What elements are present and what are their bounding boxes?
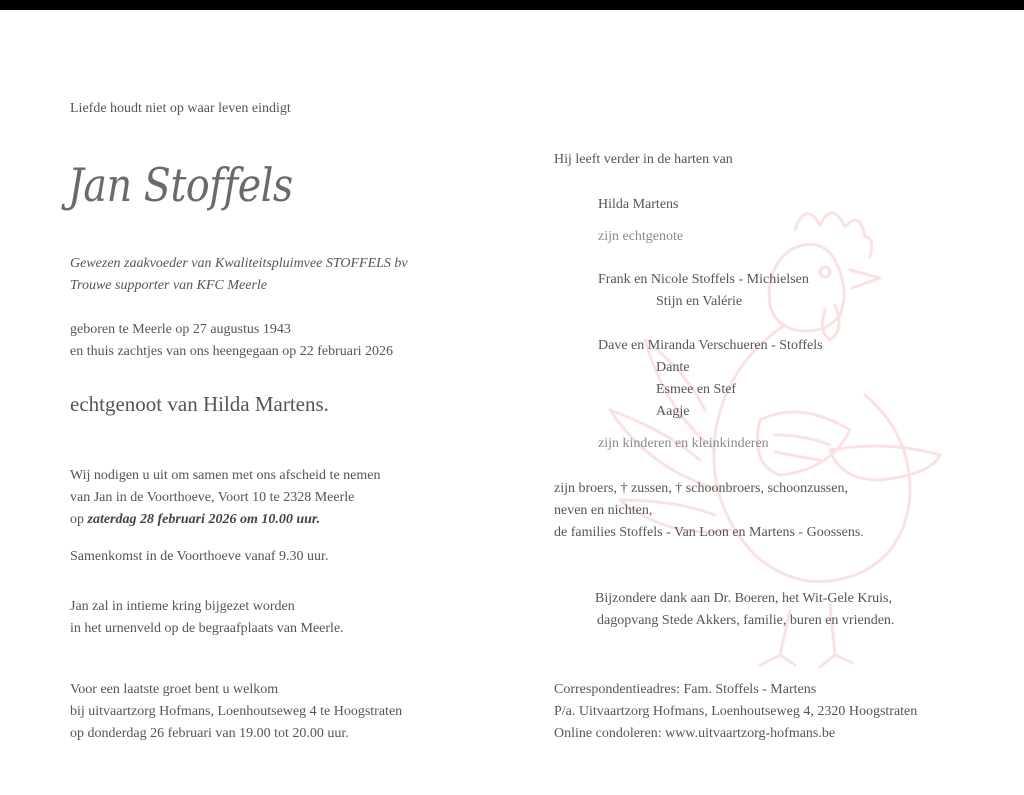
invitation-line-2: van Jan in de Voorthoeve, Voort 10 te 2328 Meerle <box>70 490 355 505</box>
role-2: Trouwe supporter van KFC Meerle <box>70 278 268 293</box>
survivors-intro: Hij leeft verder in de harten van <box>554 152 733 167</box>
deceased-name: Jan Stoffels <box>68 158 293 212</box>
correspondence-line-1: Correspondentieadres: Fam. Stoffels - Martens <box>554 682 817 697</box>
relatives-line-3: de families Stoffels - Van Loon en Martens - Goossens. <box>554 525 864 540</box>
ceremony-date: zaterdag 28 februari 2026 om 10.00 uur. <box>87 512 321 527</box>
birth-line: geboren te Meerle op 27 augustus 1943 <box>70 322 291 337</box>
invitation-prefix: op <box>70 512 84 527</box>
gathering-line: Samenkomst in de Voorthoeve vanaf 9.30 uur. <box>70 549 329 564</box>
visitation-line-3: op donderdag 26 februari van 19.00 tot 20.00 uur. <box>70 726 349 741</box>
role-1: Gewezen zaakvoeder van Kwaliteitspluimvee STOFFELS bv <box>70 256 408 271</box>
motto: Liefde houdt niet op waar leven eindigt <box>70 101 291 116</box>
death-line: en thuis zachtjes van ons heengegaan op 22 februari 2026 <box>70 344 394 359</box>
visitation-line-2: bij uitvaartzorg Hofmans, Loenhoutseweg 4 te Hoogstraten <box>70 704 403 719</box>
burial-line-2: in het urnenveld op de begraafplaats van Meerle. <box>70 621 344 636</box>
family-1-child: Stijn en Valérie <box>656 294 743 309</box>
relatives-line-1: zijn broers, † zussen, † schoonbroers, schoonzussen, <box>554 481 848 496</box>
relatives-line-2: neven en nichten, <box>554 503 653 518</box>
spouse-line: echtgenoot van Hilda Martens. <box>70 392 329 416</box>
family-2-child-3: Aagje <box>656 404 690 419</box>
spouse-caption: zijn echtgenote <box>598 229 684 244</box>
top-bar <box>0 0 1024 10</box>
family-2-child-1: Dante <box>656 360 690 375</box>
burial-line-1: Jan zal in intieme kring bijgezet worden <box>70 599 295 614</box>
spouse-name: Hilda Martens <box>598 197 679 212</box>
correspondence-line-3[interactable]: Online condoleren: www.uitvaartzorg-hofmans.be <box>554 726 836 741</box>
family-2-child-2: Esmee en Stef <box>656 382 737 397</box>
thanks-line-1: Bijzondere dank aan Dr. Boeren, het Wit-Gele Kruis, <box>595 591 892 606</box>
correspondence-line-2: P/a. Uitvaartzorg Hofmans, Loenhoutseweg 4, 2320 Hoogstraten <box>554 704 918 719</box>
visitation-line-1: Voor een laatste groet bent u welkom <box>70 682 279 697</box>
thanks-line-2: dagopvang Stede Akkers, familie, buren en vrienden. <box>597 613 895 628</box>
invitation-line-3 <box>70 509 320 531</box>
obituary-card <box>0 10 1024 795</box>
invitation-line-1: Wij nodigen u uit om samen met ons afscheid te nemen <box>70 468 381 483</box>
children-caption: zijn kinderen en kleinkinderen <box>598 436 769 451</box>
family-2: Dave en Miranda Verschueren - Stoffels <box>598 338 823 353</box>
family-1: Frank en Nicole Stoffels - Michielsen <box>598 272 809 287</box>
